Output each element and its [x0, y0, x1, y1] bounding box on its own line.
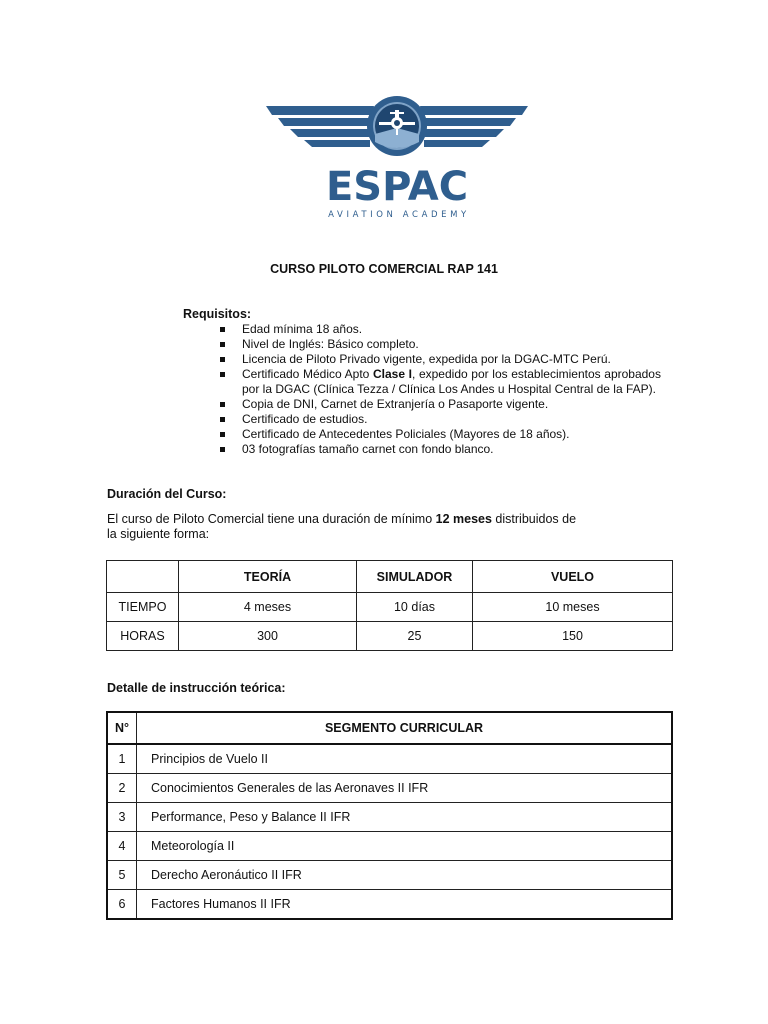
duration-text-start: El curso de Piloto Comercial tiene una duración de mínimo	[107, 512, 436, 526]
requirement-item	[218, 427, 661, 442]
requirement-item	[218, 397, 661, 412]
espac-logo	[262, 96, 532, 226]
curriculum-row	[107, 832, 672, 861]
requirement-text: Certificado de estudios.	[242, 412, 368, 426]
curriculum-number: 5	[107, 861, 137, 890]
curriculum-row	[107, 744, 672, 774]
curriculum-segment: Factores Humanos II IFR	[137, 890, 673, 920]
requirement-item	[218, 367, 661, 397]
curriculum-number: 2	[107, 774, 137, 803]
schedule-cell: 300	[179, 622, 357, 651]
curriculum-col-number: N°	[107, 712, 137, 744]
curriculum-segment: Performance, Peso y Balance II IFR	[137, 803, 673, 832]
curriculum-header-row	[107, 712, 672, 744]
schedule-row-label: HORAS	[107, 622, 179, 651]
duration-text-end: distribuidos de la siguiente forma:	[107, 512, 577, 541]
logo-tagline: AVIATION ACADEMY	[328, 210, 470, 220]
curriculum-table	[106, 711, 673, 920]
curriculum-row	[107, 774, 672, 803]
curriculum-col-segment: SEGMENTO CURRICULAR	[137, 712, 673, 744]
document-title: CURSO PILOTO COMERCIAL RAP 141	[270, 262, 498, 276]
schedule-header-row	[107, 561, 673, 593]
requirement-text: Certificado Médico Apto	[242, 367, 373, 381]
curriculum-number: 1	[107, 744, 137, 774]
schedule-col-simulador: SIMULADOR	[357, 561, 473, 593]
requirement-emphasis: Clase I	[372, 367, 412, 381]
requirement-text: Edad mínima 18 años.	[242, 322, 363, 336]
requirement-text: , expedido por los establecimientos aprobados por la DGAC (Clínica Tezza / Clínica Los Andes u Hospital Central de la FAP).	[242, 367, 661, 396]
curriculum-row	[107, 890, 672, 920]
curriculum-segment: Conocimientos Generales de las Aeronaves II IFR	[137, 774, 673, 803]
requirement-text: 03 fotografías tamaño carnet con fondo blanco.	[242, 442, 494, 456]
schedule-cell: 25	[357, 622, 473, 651]
duration-paragraph	[107, 512, 587, 542]
schedule-cell: 10 días	[357, 593, 473, 622]
schedule-cell: 4 meses	[179, 593, 357, 622]
requirement-text: Copia de DNI, Carnet de Extranjería o Pasaporte vigente.	[242, 397, 549, 411]
curriculum-number: 3	[107, 803, 137, 832]
requirements-list	[218, 322, 661, 457]
requirement-item	[218, 442, 661, 457]
requirements-heading: Requisitos:	[183, 307, 252, 321]
schedule-row-tiempo	[107, 593, 673, 622]
schedule-cell: 10 meses	[473, 593, 673, 622]
duration-heading: Duración del Curso:	[107, 487, 227, 501]
schedule-table	[106, 560, 673, 651]
curriculum-segment: Meteorología II	[137, 832, 673, 861]
curriculum-segment: Derecho Aeronáutico II IFR	[137, 861, 673, 890]
schedule-col-teoria: TEORÍA	[179, 561, 357, 593]
requirement-text: Certificado de Antecedentes Policiales (Mayores de 18 años).	[242, 427, 570, 441]
requirement-item	[218, 352, 661, 367]
curriculum-row	[107, 861, 672, 890]
requirement-item	[218, 322, 661, 337]
detail-heading: Detalle de instrucción teórica:	[107, 681, 286, 695]
schedule-row-horas	[107, 622, 673, 651]
curriculum-number: 4	[107, 832, 137, 861]
requirement-item	[218, 337, 661, 352]
logo-name: ESPAC	[325, 164, 469, 210]
requirement-text: Nivel de Inglés: Básico completo.	[242, 337, 419, 351]
schedule-row-label: TIEMPO	[107, 593, 179, 622]
curriculum-row	[107, 803, 672, 832]
duration-months: 12 meses	[435, 512, 492, 526]
curriculum-number: 6	[107, 890, 137, 920]
requirement-item	[218, 412, 661, 427]
curriculum-segment: Principios de Vuelo II	[137, 744, 673, 774]
schedule-col-vuelo: VUELO	[473, 561, 673, 593]
requirement-text: Licencia de Piloto Privado vigente, expedida por la DGAC-MTC Perú.	[242, 352, 611, 366]
schedule-col-empty	[107, 561, 179, 593]
schedule-cell: 150	[473, 622, 673, 651]
